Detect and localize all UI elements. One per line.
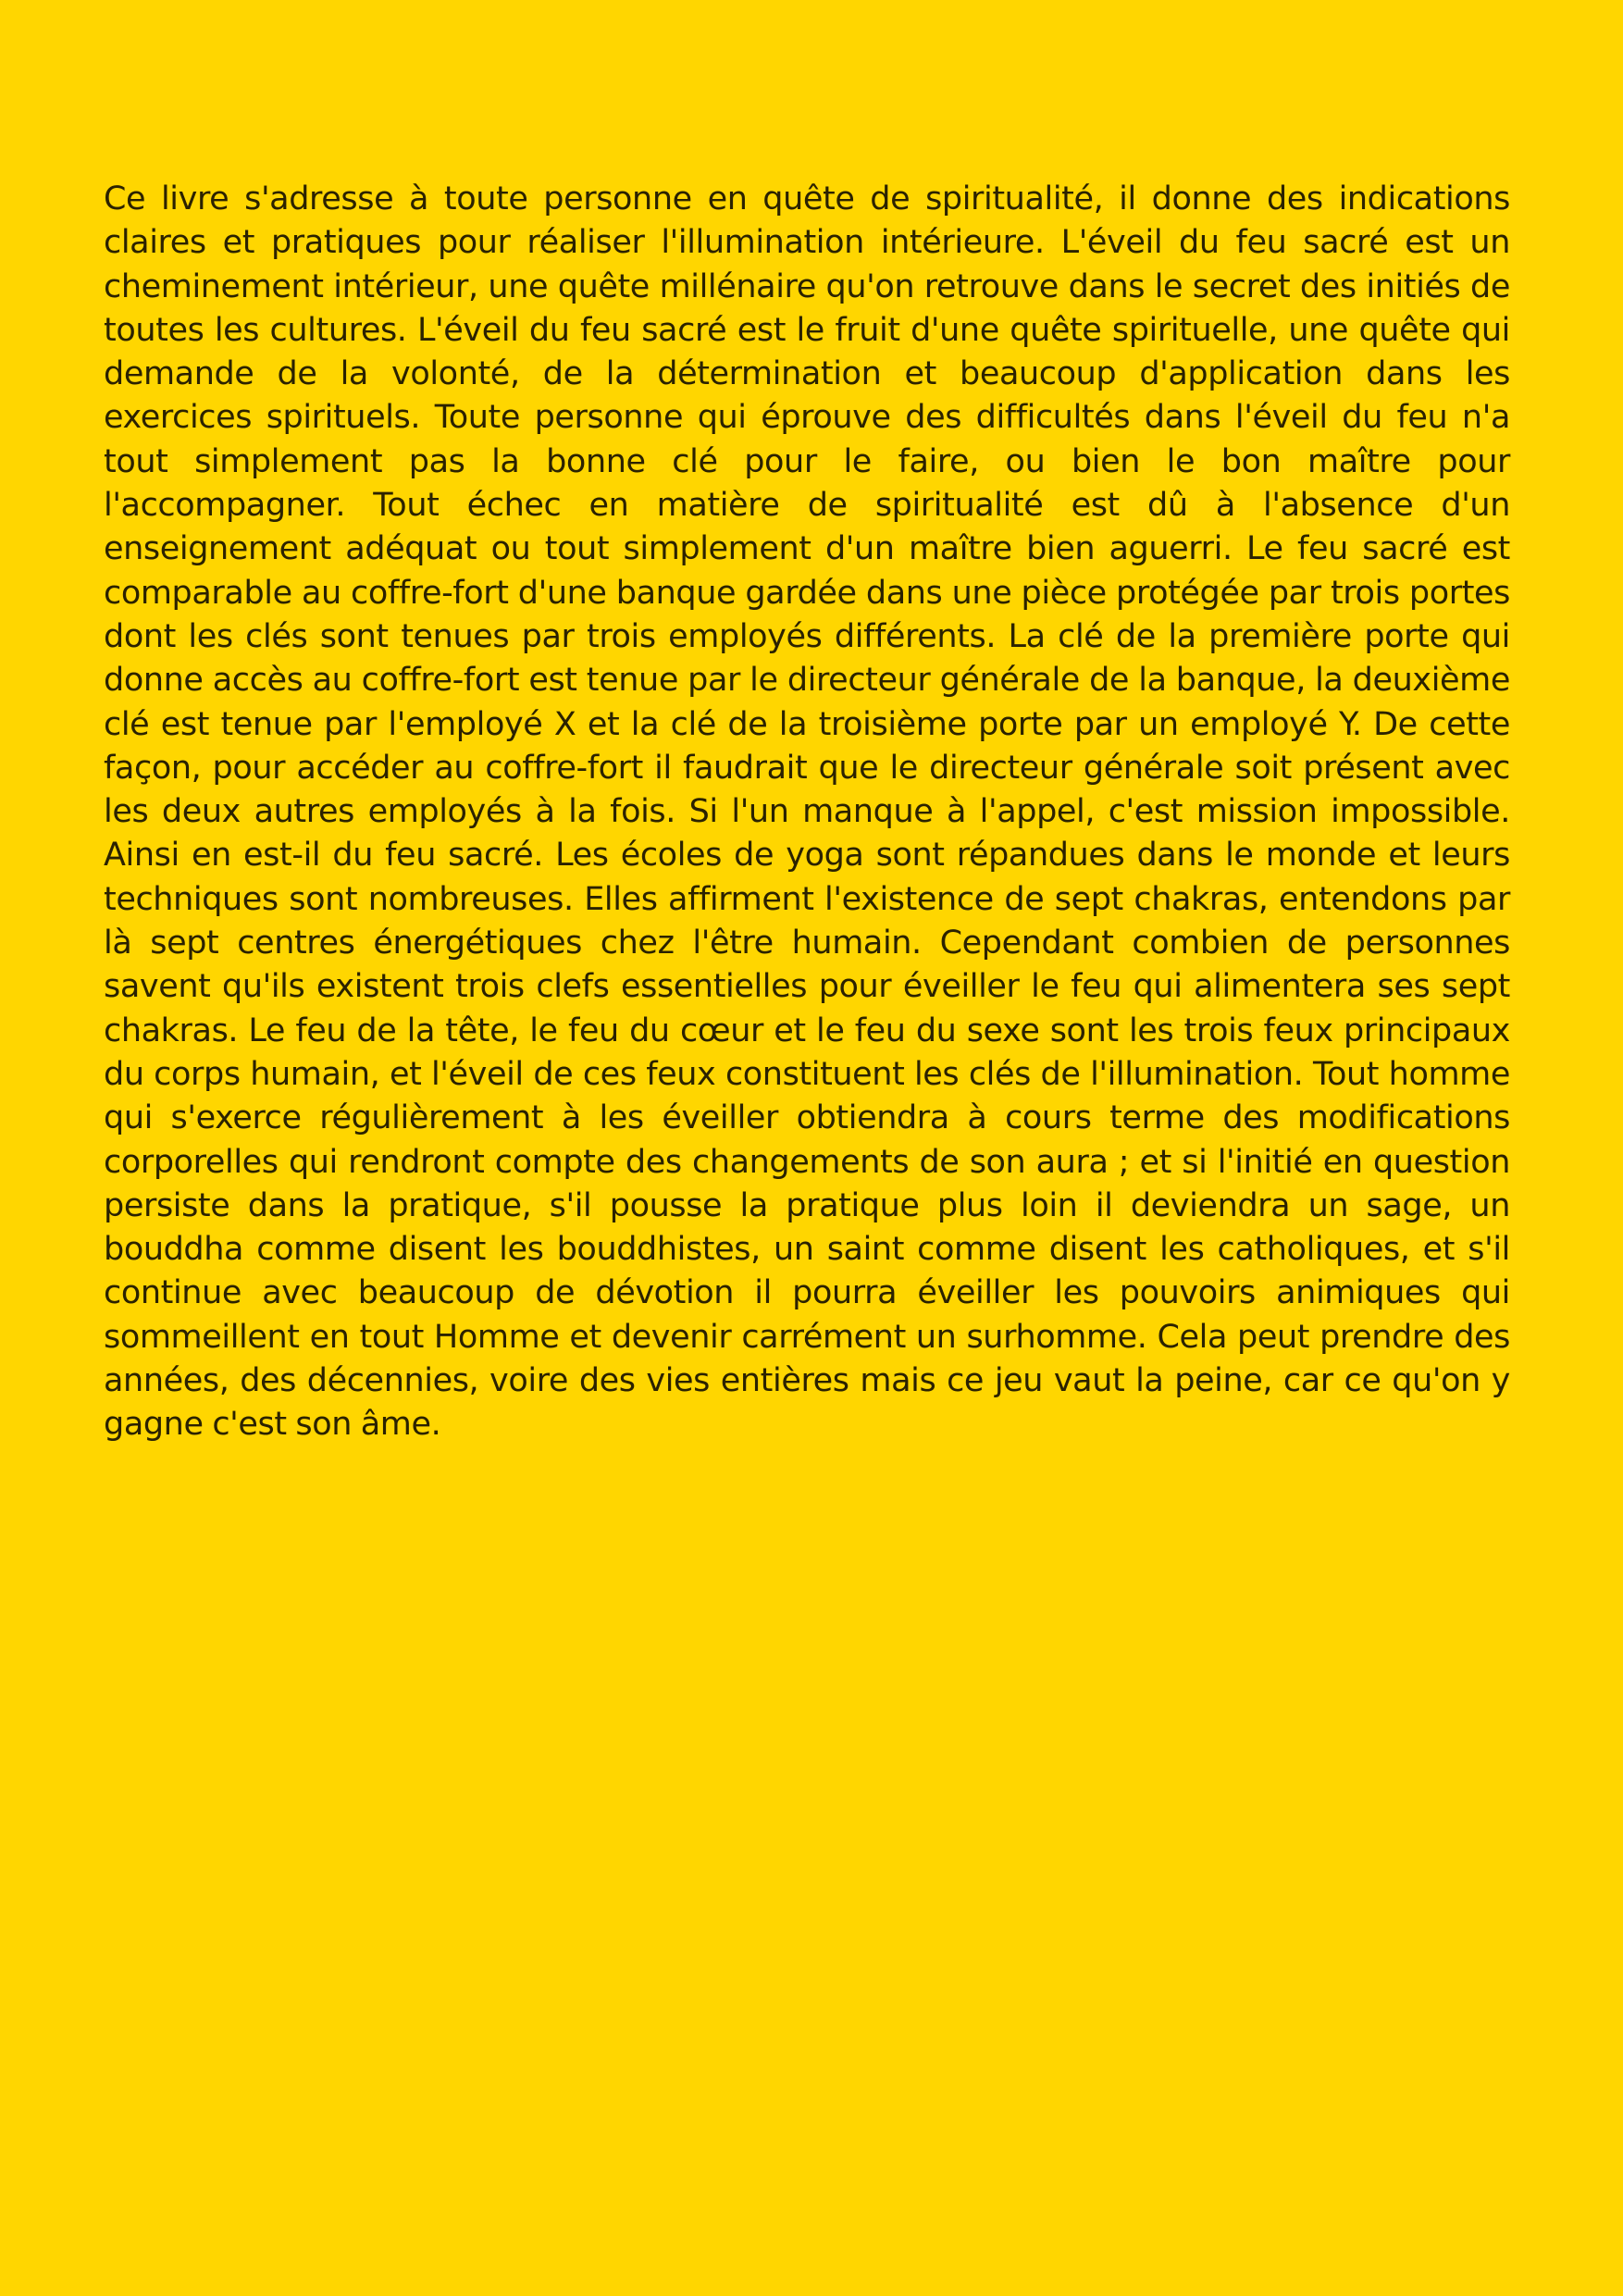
back-cover-description: Ce livre s'adresse à toute personne en quête de spiritualité, il donne des indications claires et pratiques pour réaliser l'illumination intérieure. L'éveil du feu sacré est un cheminement intérieur, une quête millénaire qu'on retrouve dans le secret des initiés de toutes les cultures. L'éveil du feu sacré est le fruit d'une quête spirituelle, une quête qui demande de la volonté, de la détermination et beaucoup d'application dans les exercices spirituels. Toute personne qui éprouve des difficultés dans l'éveil du feu n'a tout simplement pas la bonne clé pour le faire, ou bien le bon maître pour l'accompagner. Tout échec en matière de spiritualité est dû à l'absence d'un enseignement adéquat ou tout simplement d'un maître bien aguerri. Le feu sacré est comparable au coffre-fort d'une banque gardée dans une pièce protégée par trois portes dont les clés sont tenues par trois employés différents. La clé de la première porte qui donne accès au coffre-fort est tenue par le directeur générale de la banque, la deuxième clé est tenue par l'employé X et la clé de la troisième porte par un employé Y. De cette façon, pour accéder au coffre-fort il faudrait que le directeur générale soit présent avec les deux autres employés à la fois. Si l'un manque à l'appel, c'est mission impossible. Ainsi en est-il du feu sacré. Les écoles de yoga sont répandues dans le monde et leurs techniques sont nombreuses. Elles affirment l'existence de sept chakras, entendons par là sept centres énergétiques chez l'être humain. Cependant combien de personnes savent qu'ils existent trois clefs essentielles pour éveiller le feu qui alimentera ses sept chakras. Le feu de la tête, le feu du cœur et le feu du sexe sont les trois feux principaux du corps humain, et l'éveil de ces feux constituent les clés de l'illumination. Tout homme qui s'exerce régulièrement à les éveiller obtiendra à cours terme des modifications corporelles qui rendront compte des changements de son aura ; et si l'initié en question persiste dans la pratique, s'il pousse la pratique plus loin il deviendra un sage, un bouddha comme disent les bouddhistes, un saint comme disent les catholiques, et s'il continue avec beaucoup de dévotion il pourra éveiller les pouvoirs animiques qui sommeillent en tout Homme et devenir carrément un surhomme. Cela peut prendre des années, des décennies, voire des vies entières mais ce jeu vaut la peine, car ce qu'on y gagne c'est son âme. xyxy=(104,180,1510,1444)
